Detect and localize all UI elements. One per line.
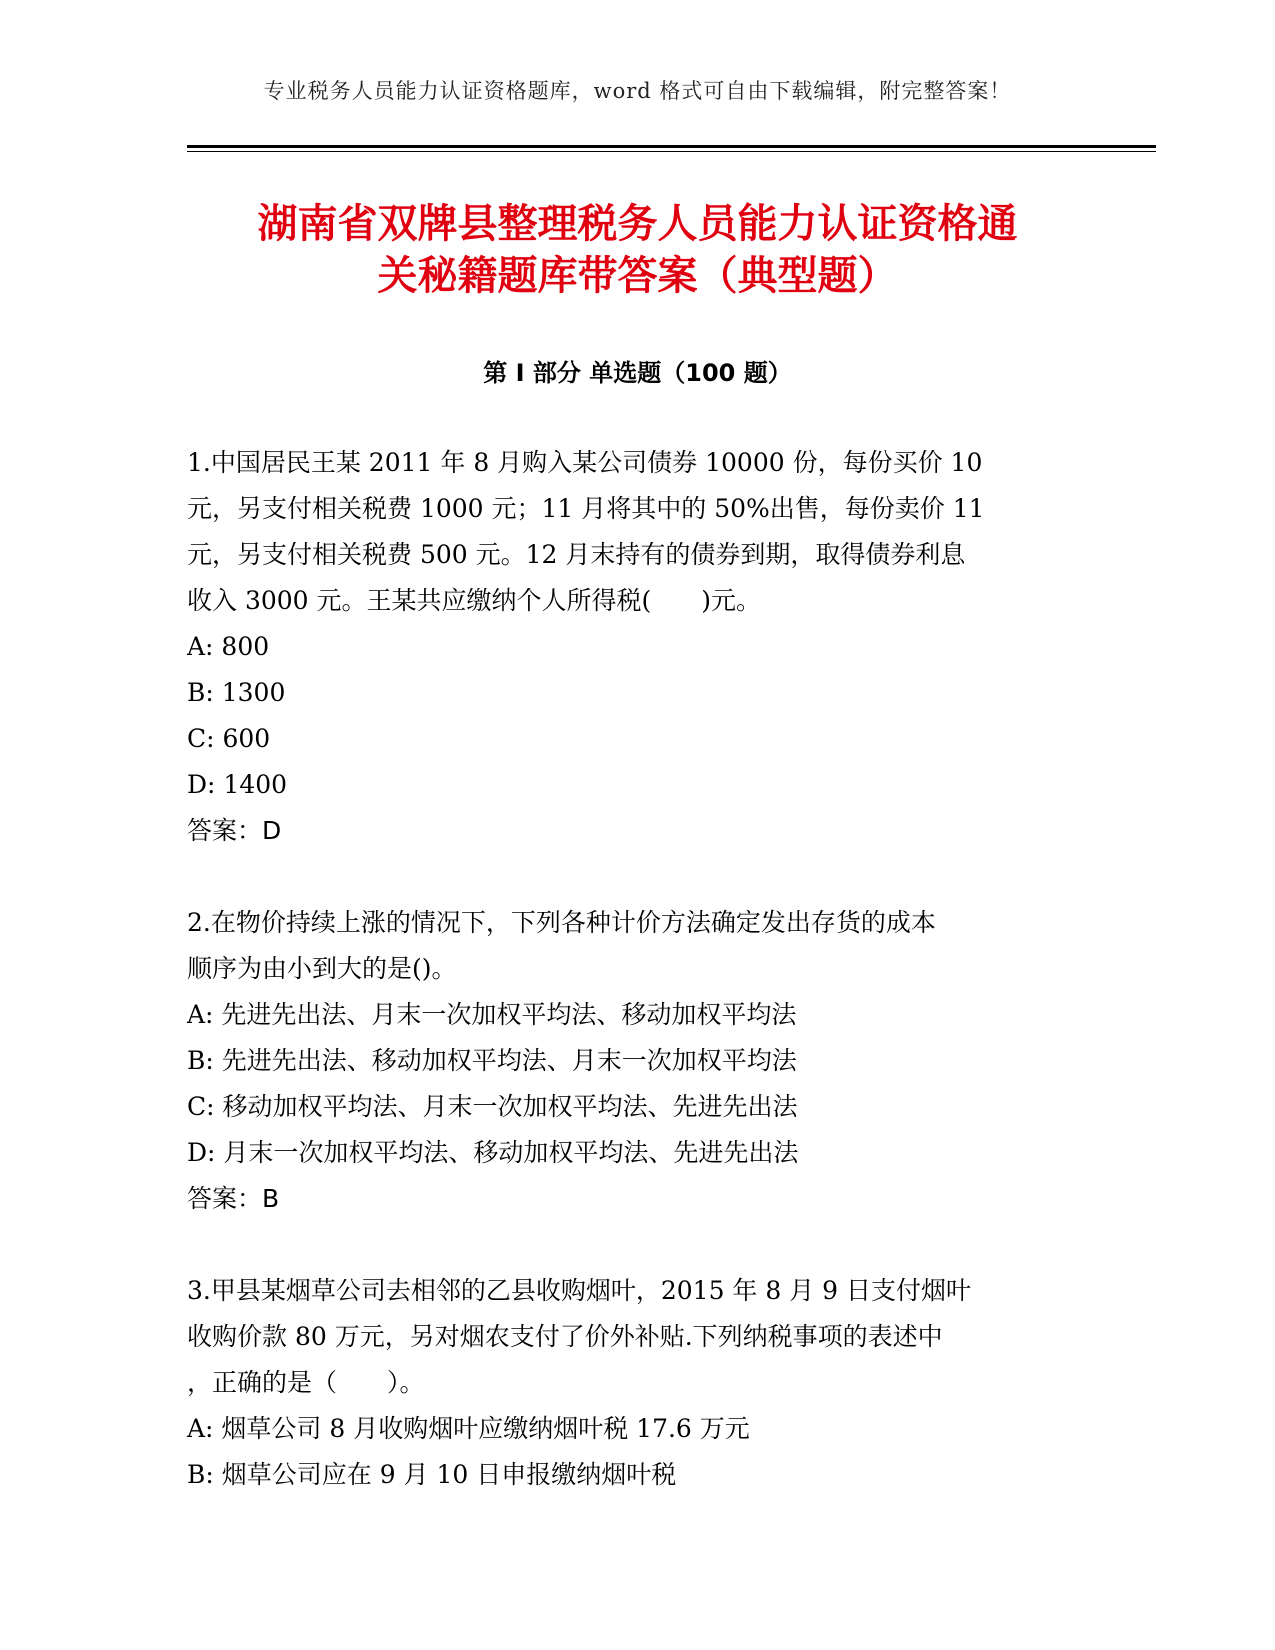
question-stem-line: ，正确的是（ ）。 — [187, 1368, 425, 1397]
question-3 — [187, 1268, 1087, 1498]
option-d: D: 月末一次加权平均法、移动加权平均法、先进先出法 — [187, 1138, 799, 1167]
header-rule-thick — [187, 145, 1156, 148]
option-b: B: 1300 — [187, 678, 286, 707]
question-stem-line: 2.在物价持续上涨的情况下，下列各种计价方法确定发出存货的成本 — [187, 908, 936, 937]
option-a: A: 先进先出法、月末一次加权平均法、移动加权平均法 — [187, 1000, 797, 1029]
question-stem-line: 元，另支付相关税费 500 元。12 月末持有的债券到期，取得债券利息 — [187, 540, 966, 569]
question-stem-line: 顺序为由小到大的是()。 — [187, 954, 457, 983]
document-title-line-1: 湖南省双牌县整理税务人员能力认证资格通 — [257, 201, 1018, 247]
section-title: 第 I 部分 单选题（100 题） — [483, 359, 792, 387]
option-b: B: 烟草公司应在 9 月 10 日申报缴纳烟叶税 — [187, 1460, 677, 1489]
question-stem-line: 元，另支付相关税费 1000 元；11 月将其中的 50%出售，每份卖价 11 — [187, 494, 985, 523]
question-stem-line: 收入 3000 元。王某共应缴纳个人所得税( )元。 — [187, 586, 762, 615]
answer-text: 答案：D — [187, 816, 282, 845]
document-title-line-2: 关秘籍题库带答案（典型题） — [377, 253, 898, 299]
option-c: C: 600 — [187, 724, 271, 753]
option-d: D: 1400 — [187, 770, 288, 799]
question-1 — [187, 440, 1087, 854]
question-stem-line: 收购价款 80 万元，另对烟农支付了价外补贴.下列纳税事项的表述中 — [187, 1322, 943, 1351]
document-title — [150, 198, 1125, 302]
option-c: C: 移动加权平均法、月末一次加权平均法、先进先出法 — [187, 1092, 798, 1121]
question-list — [187, 440, 1087, 1544]
question-stem-line: 3.甲县某烟草公司去相邻的乙县收购烟叶，2015 年 8 月 9 日支付烟叶 — [187, 1276, 972, 1305]
header-rule-thin — [187, 151, 1156, 152]
question-2 — [187, 900, 1087, 1222]
option-a: A: 烟草公司 8 月收购烟叶应缴纳烟叶税 17.6 万元 — [187, 1414, 750, 1443]
question-stem-line: 1.中国居民王某 2011 年 8 月购入某公司债券 10000 份，每份买价 10 — [187, 448, 983, 477]
header-note: 专业税务人员能力认证资格题库，word 格式可自由下载编辑，附完整答案！ — [263, 79, 1012, 103]
answer-text: 答案：B — [187, 1184, 280, 1213]
option-a: A: 800 — [187, 632, 270, 661]
option-b: B: 先进先出法、移动加权平均法、月末一次加权平均法 — [187, 1046, 797, 1075]
